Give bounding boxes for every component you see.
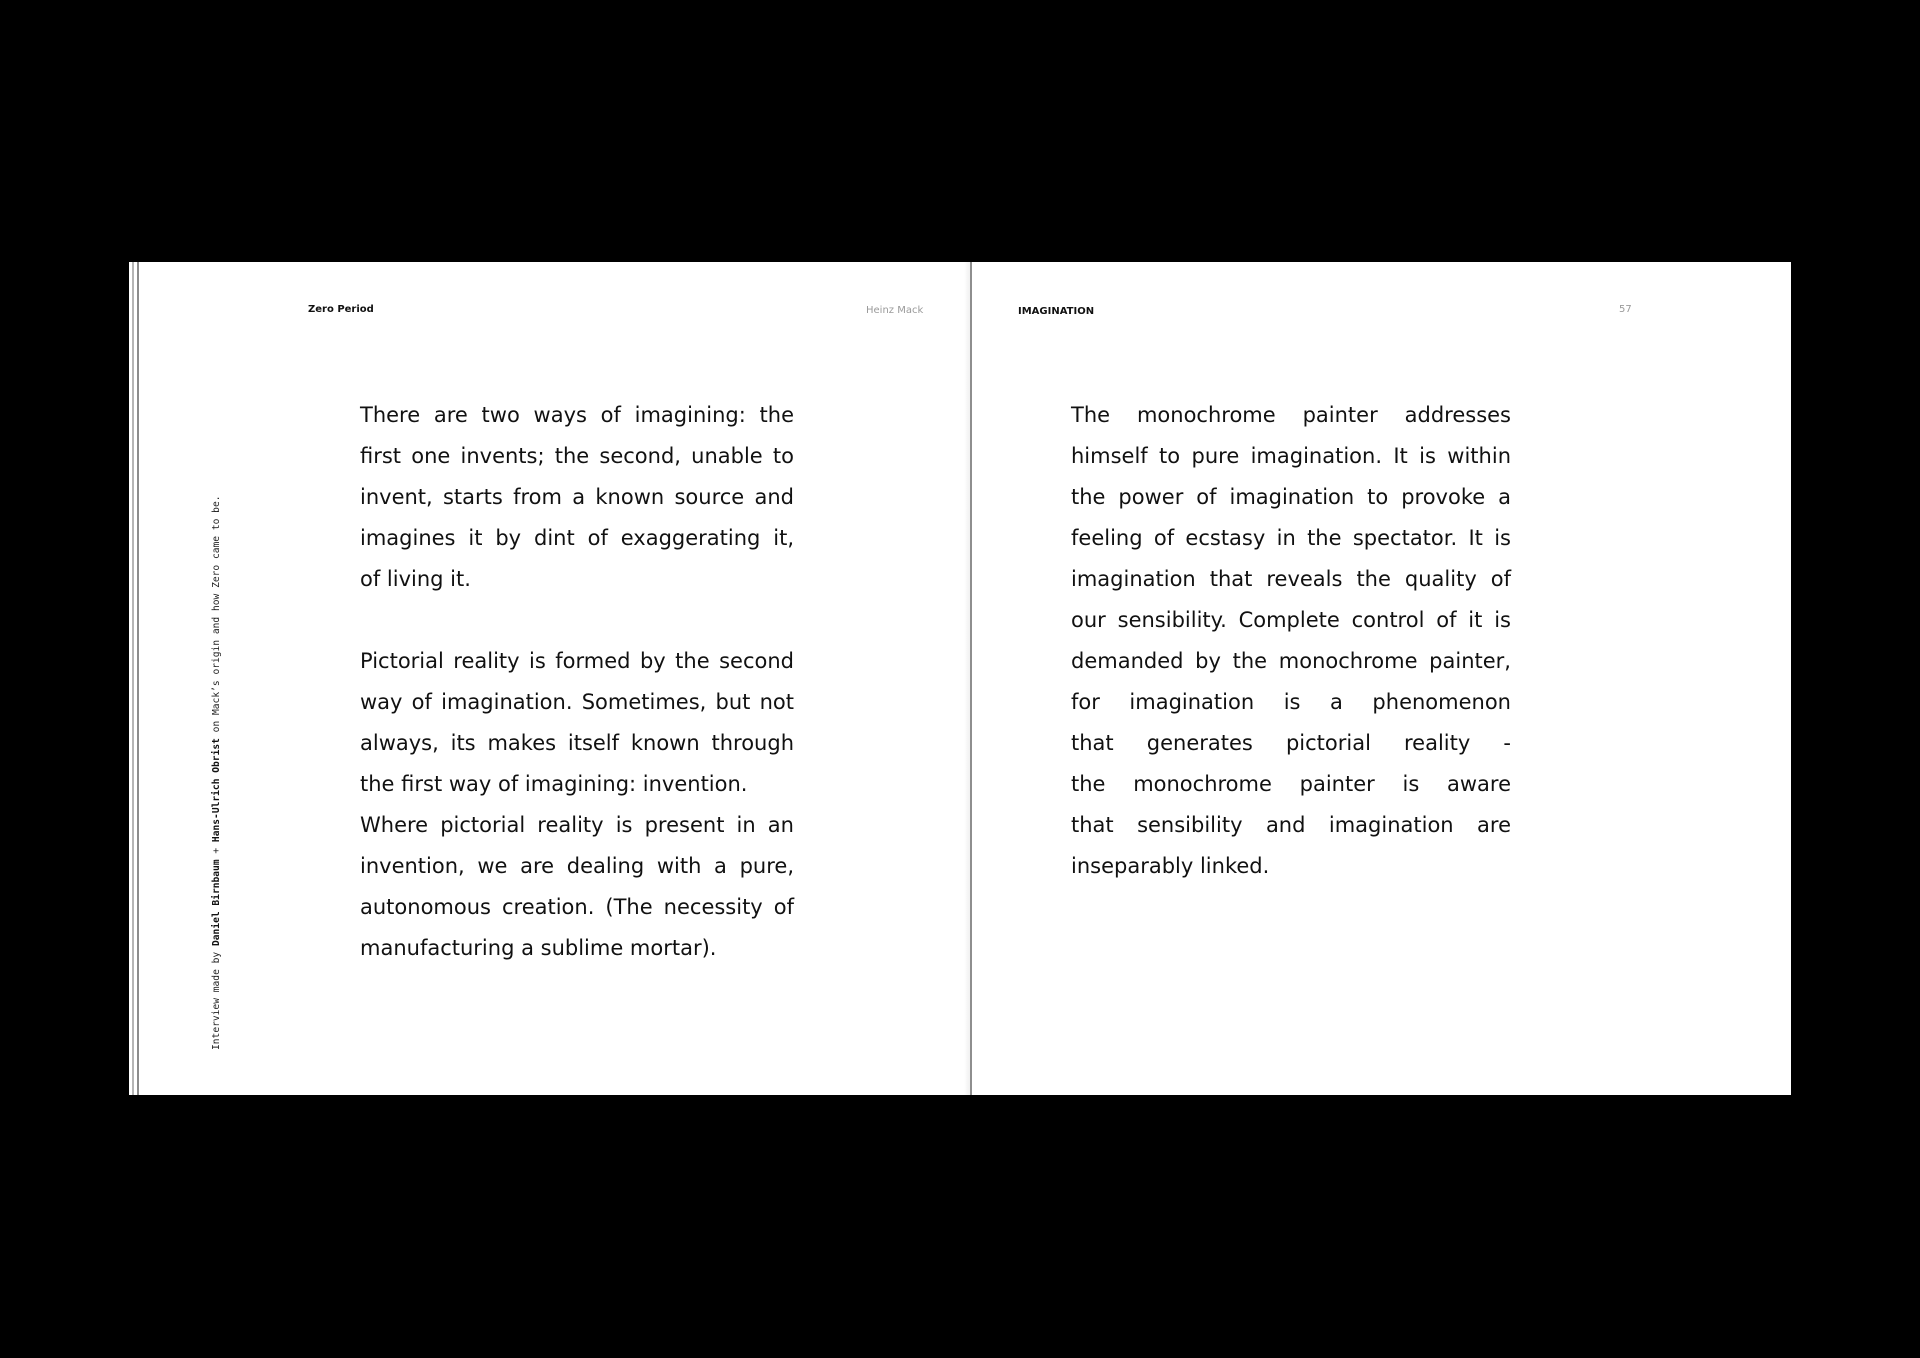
text-line: feeling of ecstasy in the spectator. It is <box>1071 526 1511 550</box>
right-running-head: IMAGINATION <box>1018 306 1095 317</box>
text-line: Pictorial reality is formed by the second <box>360 649 794 673</box>
credit-suffix: on Mack’s origin and how Zero came to be. <box>211 495 222 739</box>
text-line: There are two ways of imagining: the <box>360 403 794 427</box>
text-line: The monochrome painter addresses <box>1071 403 1511 427</box>
text-line: imagines it by dint of exaggerating it, <box>360 526 794 550</box>
text-line: for imagination is a phenomenon <box>1071 690 1511 714</box>
vertical-credit <box>211 490 223 1050</box>
book-spread <box>129 262 1791 1095</box>
text-line: Where pictorial reality is present in an <box>360 813 794 837</box>
credit-name-1: Daniel Birnbaum <box>211 859 222 947</box>
left-running-head: Zero Period <box>308 304 374 315</box>
page-number: 57 <box>1619 304 1632 315</box>
text-line: invention, we are dealing with a pure, <box>360 854 794 878</box>
text-line: always, its makes itself known through <box>360 731 794 755</box>
text-line: demanded by the monochrome painter, <box>1071 649 1511 673</box>
text-line: inseparably linked. <box>1071 854 1270 878</box>
left-paragraph-2 <box>360 641 794 969</box>
text-line: himself to pure imagination. It is within <box>1071 444 1511 468</box>
text-line: the monochrome painter is aware <box>1071 772 1511 796</box>
text-line: imagination that reveals the quality of <box>1071 567 1511 591</box>
author-running-head: Heinz Mack <box>866 305 924 316</box>
text-line: of living it. <box>360 567 471 591</box>
gutter <box>970 262 972 1095</box>
text-line: that sensibility and imagination are <box>1071 813 1511 837</box>
page-edge <box>132 262 134 1095</box>
left-paragraph-1 <box>360 395 794 600</box>
credit-prefix: Interview made by <box>211 946 222 1050</box>
left-body-text <box>360 395 794 969</box>
text-line: way of imagination. Sometimes, but not <box>360 690 794 714</box>
text-line: manufacturing a sublime mortar). <box>360 936 717 960</box>
credit-join: + <box>211 842 222 860</box>
text-line: our sensibility. Complete control of it is <box>1071 608 1511 632</box>
text-line: the power of imagination to provoke a <box>1071 485 1511 509</box>
text-line: first one invents; the second, unable to <box>360 444 794 468</box>
text-line: autonomous creation. (The necessity of <box>360 895 794 919</box>
right-body-text <box>1071 395 1511 887</box>
credit-name-2: Hans-Ulrich Obrist <box>211 738 222 843</box>
text-line: invent, starts from a known source and <box>360 485 794 509</box>
text-line: the first way of imagining: invention. <box>360 772 748 796</box>
text-line: that generates pictorial reality - <box>1071 731 1511 755</box>
page-edge <box>137 262 139 1095</box>
